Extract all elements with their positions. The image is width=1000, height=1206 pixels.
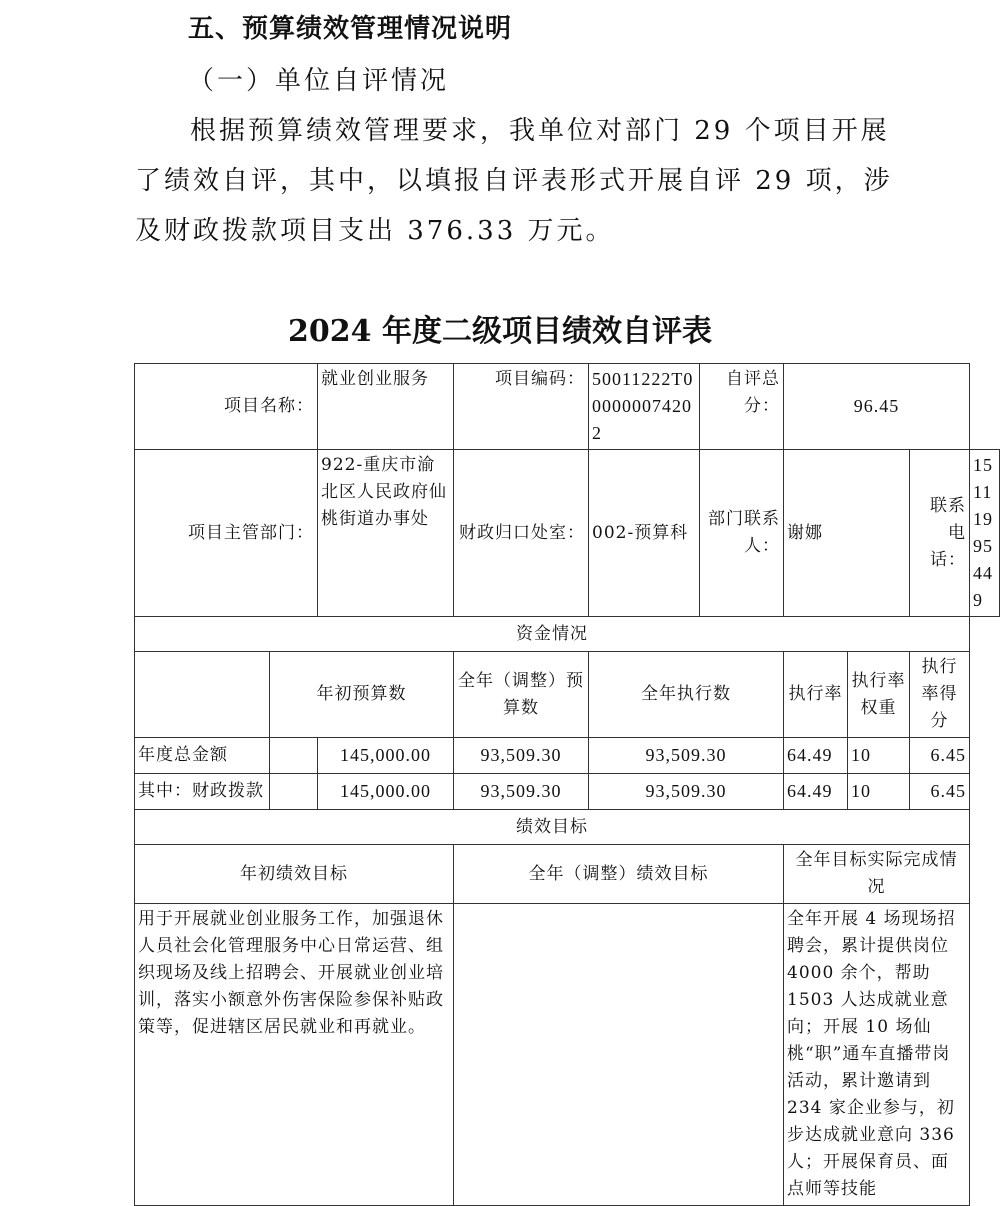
perf-col-adjusted: 全年（调整）绩效目标 (454, 845, 784, 904)
phone-label: 联系电话： (910, 450, 970, 617)
funds-col-initial: 年初预算数 (270, 652, 454, 738)
funds-row-initial: 145,000.00 (318, 738, 454, 774)
funds-corner-cell (135, 652, 270, 738)
funds-col-score: 执行率得分 (910, 652, 970, 738)
funds-header: 资金情况 (135, 617, 970, 652)
funds-col-rate: 执行率 (784, 652, 848, 738)
project-code-value: 50011222T000000074202 (589, 364, 700, 450)
dept-label: 项目主管部门： (135, 450, 318, 617)
perf-col-initial: 年初绩效目标 (135, 845, 454, 904)
project-code-label: 项目编码： (454, 364, 589, 450)
funds-row-executed: 93,509.30 (589, 738, 784, 774)
funds-row-label: 其中：财政拨款 (135, 774, 270, 810)
section-heading: 五、预算绩效管理情况说明 (188, 14, 513, 44)
contact-label: 部门联系人： (700, 450, 784, 617)
funds-row-rate: 64.49 (784, 738, 848, 774)
funds-col-adjusted: 全年（调整）预算数 (454, 652, 589, 738)
table-row (135, 738, 1000, 774)
funds-col-weight: 执行率权重 (848, 652, 910, 738)
perf-initial-text: 用于开展就业创业服务工作，加强退休人员社会化管理服务中心日常运营、组织现场及线上招聘会、开展就业创业培训，落实小额意外伤害保险参保补贴政策等，促进辖区居民就业和再就业。 (135, 904, 454, 1206)
table-title: 2024 年度二级项目绩效自评表 (288, 314, 712, 349)
perf-col-actual: 全年目标实际完成情况 (784, 845, 970, 904)
funds-row-blank (270, 738, 318, 774)
funds-row-adjusted: 93,509.30 (454, 774, 589, 810)
funds-row-adjusted: 93,509.30 (454, 738, 589, 774)
funds-row-rate: 64.49 (784, 774, 848, 810)
phone-value: 15111995449 (970, 450, 1000, 617)
performance-table (134, 363, 1000, 1206)
finance-office-label: 财政归口处室： (454, 450, 589, 617)
funds-row-score: 6.45 (910, 774, 970, 810)
funds-row-weight: 10 (848, 738, 910, 774)
funds-row-score: 6.45 (910, 738, 970, 774)
score-label: 自评总分： (700, 364, 784, 450)
contact-value: 谢娜 (784, 450, 910, 617)
intro-paragraph (135, 106, 895, 256)
funds-row-executed: 93,509.30 (589, 774, 784, 810)
project-name-value: 就业创业服务 (318, 364, 454, 450)
funds-row-weight: 10 (848, 774, 910, 810)
finance-office-value: 002-预算科 (589, 450, 700, 617)
perf-header: 绩效目标 (135, 810, 970, 845)
perf-actual-text: 全年开展 4 场现场招聘会，累计提供岗位 4000 余个，帮助 1503 人达成就业意向；开展 10 场仙桃“职”通车直播带岗活动，累计邀请到 234 家企业参与，初步达成就业意向 336 人；开展保育员、面点师等技能 (784, 904, 970, 1206)
intro-paragraph-text: 根据预算绩效管理要求，我单位对部门 29 个项目开展了绩效自评，其中，以填报自评表形式开展自评 29 项，涉及财政拨款项目支出 376.33 万元。 (135, 116, 893, 246)
section-subheading: （一）单位自评情况 (188, 66, 450, 96)
funds-row-label: 年度总金额 (135, 738, 270, 774)
dept-value: 922-重庆市渝北区人民政府仙桃街道办事处 (318, 450, 454, 617)
perf-adjusted-text (454, 904, 784, 1206)
funds-col-executed: 全年执行数 (589, 652, 784, 738)
funds-row-initial: 145,000.00 (318, 774, 454, 810)
funds-row-blank (270, 774, 318, 810)
project-name-label: 项目名称： (135, 364, 318, 450)
score-value: 96.45 (784, 364, 970, 450)
table-row (135, 774, 1000, 810)
